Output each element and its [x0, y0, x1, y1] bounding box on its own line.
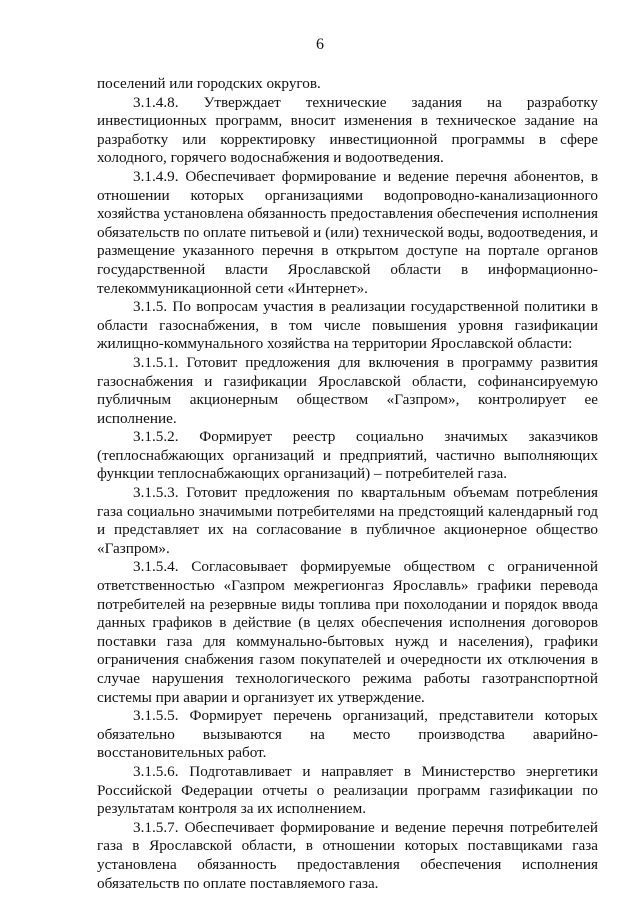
- paragraph-3-1-5-1: 3.1.5.1. Готовит предложения для включения в программу развития газоснабжения и газификации Ярославской области, софинансируемую публичным акционерным обществом «Газпром», контролирует ее исполнение.: [97, 353, 598, 427]
- paragraph-3-1-5-2: 3.1.5.2. Формирует реестр социально значимых заказчиков (теплоснабжающих организаций и предприятий, частично выполняющих функции теплоснабжающих организаций) – потребителей газа.: [97, 428, 598, 483]
- paragraph-continuation: поселений или городских округов.: [97, 75, 321, 92]
- page-number: 6: [316, 36, 324, 53]
- paragraph-3-1-5-3: 3.1.5.3. Готовит предложения по квартальным объемам потребления газа социально значимыми потребителями на предстоящий календарный год и представляет их на согласование в публичное акционерное общество «Газпром».: [97, 484, 598, 557]
- paragraph-3-1-4-9: 3.1.4.9. Обеспечивает формирование и ведение перечня абонентов, в отношении которых организациями водопроводно-канализационного хозяйства установлена обязанность предоставления обеспечения исполнения обязательств по оплате питьевой и (или) технической воды, водоотведения, и размещение указанного перечня в открытом доступе на портале органов государственной власти Ярославской области в информационно-телекоммуникационной сети «Интернет».: [97, 167, 598, 297]
- paragraph-3-1-5-6: 3.1.5.6. Подготавливает и направляет в Министерство энергетики Российской Федерации отчеты о реализации программ газификации по результатам контроля за их исполнением.: [97, 762, 598, 818]
- paragraph-3-1-5-4: 3.1.5.4. Согласовывает формируемые обществом с ограниченной ответственностью «Газпром межрегионгаз Ярославль» графики перевода потребителей на резервные виды топлива при похолодании и порядок ввода данных графиков в действие (в целях обеспечения исполнения договоров поставки газа для коммунально-бытовых нужд и населения), графики ограничения снабжения газом покупателей и очередности их отключения в случае нарушения технологического режима работы газотранспортной системы при аварии и организует их утверждение.: [97, 558, 598, 706]
- paragraph-3-1-5: 3.1.5. По вопросам участия в реализации государственной политики в области газоснабжения, в том числе повышения уровня газификации жилищно-коммунального хозяйства на территории Ярославской области:: [97, 298, 598, 353]
- paragraph-3-1-5-5: 3.1.5.5. Формирует перечень организаций, представители которых обязательно вызываются на место производства аварийно-восстановительных работ.: [97, 707, 598, 762]
- paragraph-3-1-4-8: 3.1.4.8. Утверждает технические задания на разработку инвестиционных программ, вносит изменения в техническое задание на разработку или корректировку инвестиционной программы в сфере холодного, горячего водоснабжения и водоотведения.: [97, 93, 598, 167]
- paragraph-3-1-5-7: 3.1.5.7. Обеспечивает формирование и ведение перечня потребителей газа в Ярославской области, в отношении которых поставщиками газа установлена обязанность предоставления обеспечения исполнения обязательств по оплате поставляемого газа.: [97, 818, 598, 892]
- document-body: [97, 75, 598, 893]
